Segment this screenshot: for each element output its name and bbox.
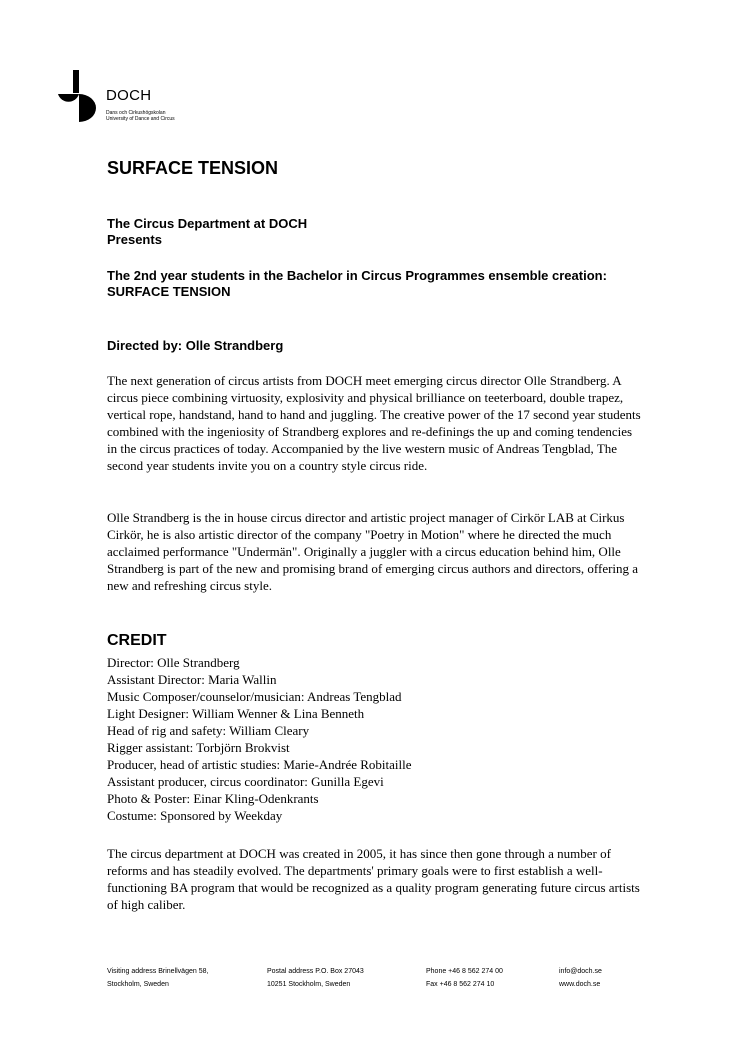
footer-website: www.doch.se: [559, 981, 601, 988]
footer-line: Postal address P.O. Box 27043: [267, 968, 364, 975]
directed-by: Directed by: Olle Strandberg: [107, 338, 284, 353]
credit-item: Producer, head of artistic studies: Marie-Andrée Robitaille: [107, 757, 412, 772]
logo-subtitle-line: University of Dance and Circus: [106, 116, 175, 122]
footer-line: 10251 Stockholm, Sweden: [267, 981, 351, 988]
credit-heading: CREDIT: [107, 632, 167, 649]
intro-paragraph: The next generation of circus artists from DOCH meet emerging circus director Olle Strandberg. A circus piece combining virtuosity, explosivity and physical brilliance on teeterboard, double trapez, vertical rope, handstand, hand to hand and juggling. The creative power of the 17 second year students combined with the ingeniosity of Strandberg explores and re-definings the up and coming tendencies in the circus practices of today. Accompanied by the live western music of Andreas Tengblad, The second year students invite you on a country style circus ride.: [107, 373, 641, 473]
credit-list: [107, 654, 412, 824]
credit-item: Head of rig and safety: William Cleary: [107, 723, 310, 738]
credit-item: Director: Olle Strandberg: [107, 655, 240, 670]
logo-name: DOCH: [106, 87, 152, 104]
footer-phone: Phone +46 8 562 274 00: [426, 968, 503, 975]
footer-postal-address: [267, 965, 364, 991]
ensemble-line: The 2nd year students in the Bachelor in Circus Programmes ensemble creation:: [107, 268, 607, 283]
presents-line: The Circus Department at DOCH: [107, 216, 308, 231]
footer-contact: [559, 965, 602, 991]
footer-phone-fax: [426, 965, 503, 991]
document-title: SURFACE TENSION: [107, 158, 279, 178]
credit-item: Music Composer/counselor/musician: Andreas Tengblad: [107, 689, 402, 704]
footer-visiting-address: [107, 965, 208, 991]
footer-fax: Fax +46 8 562 274 10: [426, 981, 495, 988]
doch-logo: [57, 70, 217, 130]
footer-email: info@doch.se: [559, 968, 602, 975]
presents-line: Presents: [107, 232, 162, 247]
credit-item: Costume: Sponsored by Weekday: [107, 808, 283, 823]
presents-block: [107, 216, 647, 248]
credit-item: Rigger assistant: Torbjörn Brokvist: [107, 740, 290, 755]
director-bio-paragraph: Olle Strandberg is the in house circus director and artistic project manager of Cirkör LAB at Cirkus Cirkör, he is also artistic director of the company "Poetry in Motion" where he directed the much acclaimed performance "Undermän". Originally a juggler with a circus education behind him, Olle Strandberg is part of the new and promising brand of emerging circus authors and directors, offering a new and refreshing circus style.: [107, 510, 639, 593]
logo-subtitle: [106, 110, 175, 122]
ensemble-block: [107, 268, 647, 300]
credit-item: Assistant Director: Maria Wallin: [107, 672, 277, 687]
doch-logo-icon: [57, 70, 99, 122]
credit-item: Light Designer: William Wenner & Lina Benneth: [107, 706, 365, 721]
footer-line: Stockholm, Sweden: [107, 981, 169, 988]
ensemble-title: SURFACE TENSION: [107, 284, 231, 299]
credit-item: Assistant producer, circus coordinator: Gunilla Egevi: [107, 774, 384, 789]
footer-line: Visiting address Brinellvägen 58,: [107, 968, 209, 975]
logo-subtitle-line: Dans och Cirkushögskolan: [106, 110, 166, 116]
credit-item: Photo & Poster: Einar Kling-Odenkrants: [107, 791, 319, 806]
department-paragraph: The circus department at DOCH was created in 2005, it has since then gone through a number of reforms and has steadily evolved. The departments' primary goals were to first establish a well-functioning BA program that would be recognized as a quality program generating future circus artists of high caliber.: [107, 846, 640, 912]
